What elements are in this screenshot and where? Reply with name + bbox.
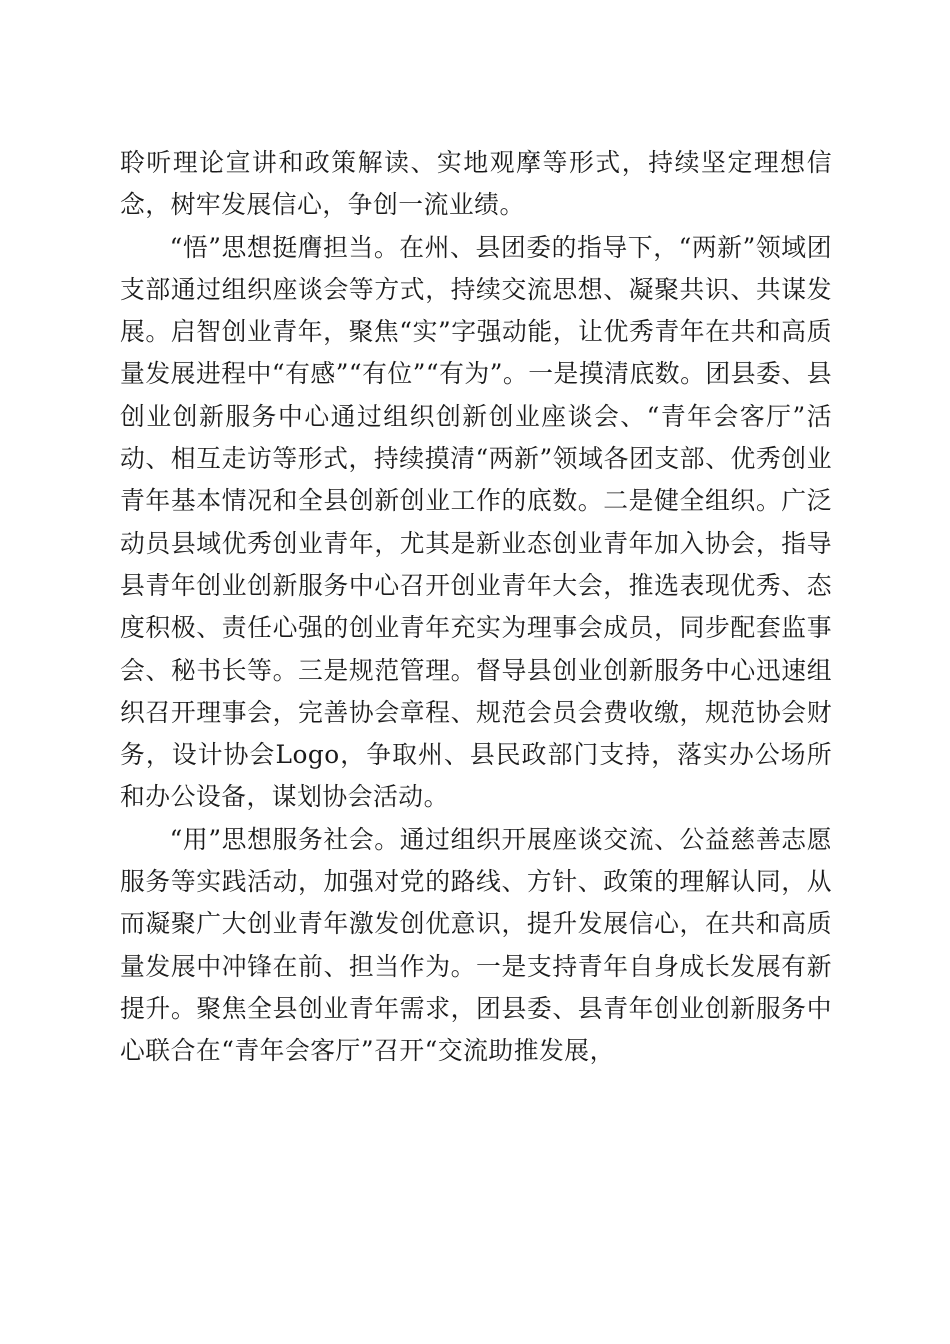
document-body [120, 142, 832, 1073]
paragraph-yong-sixiang: “用”思想服务社会。通过组织开展座谈交流、公益慈善志愿服务等实践活动，加强对党的路线、方针、政策的理解认同，从而凝聚广大创业青年激发创优意识，提升发展信心，在共和高质量发展中冲锋在前、担当作为。一是支持青年自身成长发展有新提升。聚焦全县创业青年需求，团县委、县青年创业创新服务中心联合在“青年会客厅”召开“交流助推发展， [120, 824, 832, 1066]
paragraph-continuation: 聆听理论宣讲和政策解读、实地观摩等形式，持续坚定理想信念，树牢发展信心，争创一流业绩。 [120, 148, 832, 220]
paragraph-wu-sixiang: “悟”思想挺膺担当。在州、县团委的指导下，“两新”领域团支部通过组织座谈会等方式，持续交流思想、凝聚共识、共谋发展。启智创业青年，聚焦“实”字强动能，让优秀青年在共和高质量发展进程中“有感”“有位”“有为”。一是摸清底数。团县委、县创业创新服务中心通过组织创新创业座谈会、“青年会客厅”活动、相互走访等形式，持续摸清“两新”领域各团支部、优秀创业青年基本情况和全县创新创业工作的底数。二是健全组织。广泛动员县域优秀创业青年，尤其是新业态创业青年加入协会，指导县青年创业创新服务中心召开创业青年大会，推选表现优秀、态度积极、责任心强的创业青年充实为理事会成员，同步配套监事会、秘书长等。三是规范管理。督导县创业创新服务中心迅速组织召开理事会，完善协会章程、规范会员会费收缴，规范协会财务，设计协会Logo，争取州、县民政部门支持，落实办公场所和办公设备，谋划协会活动。 [120, 232, 832, 812]
